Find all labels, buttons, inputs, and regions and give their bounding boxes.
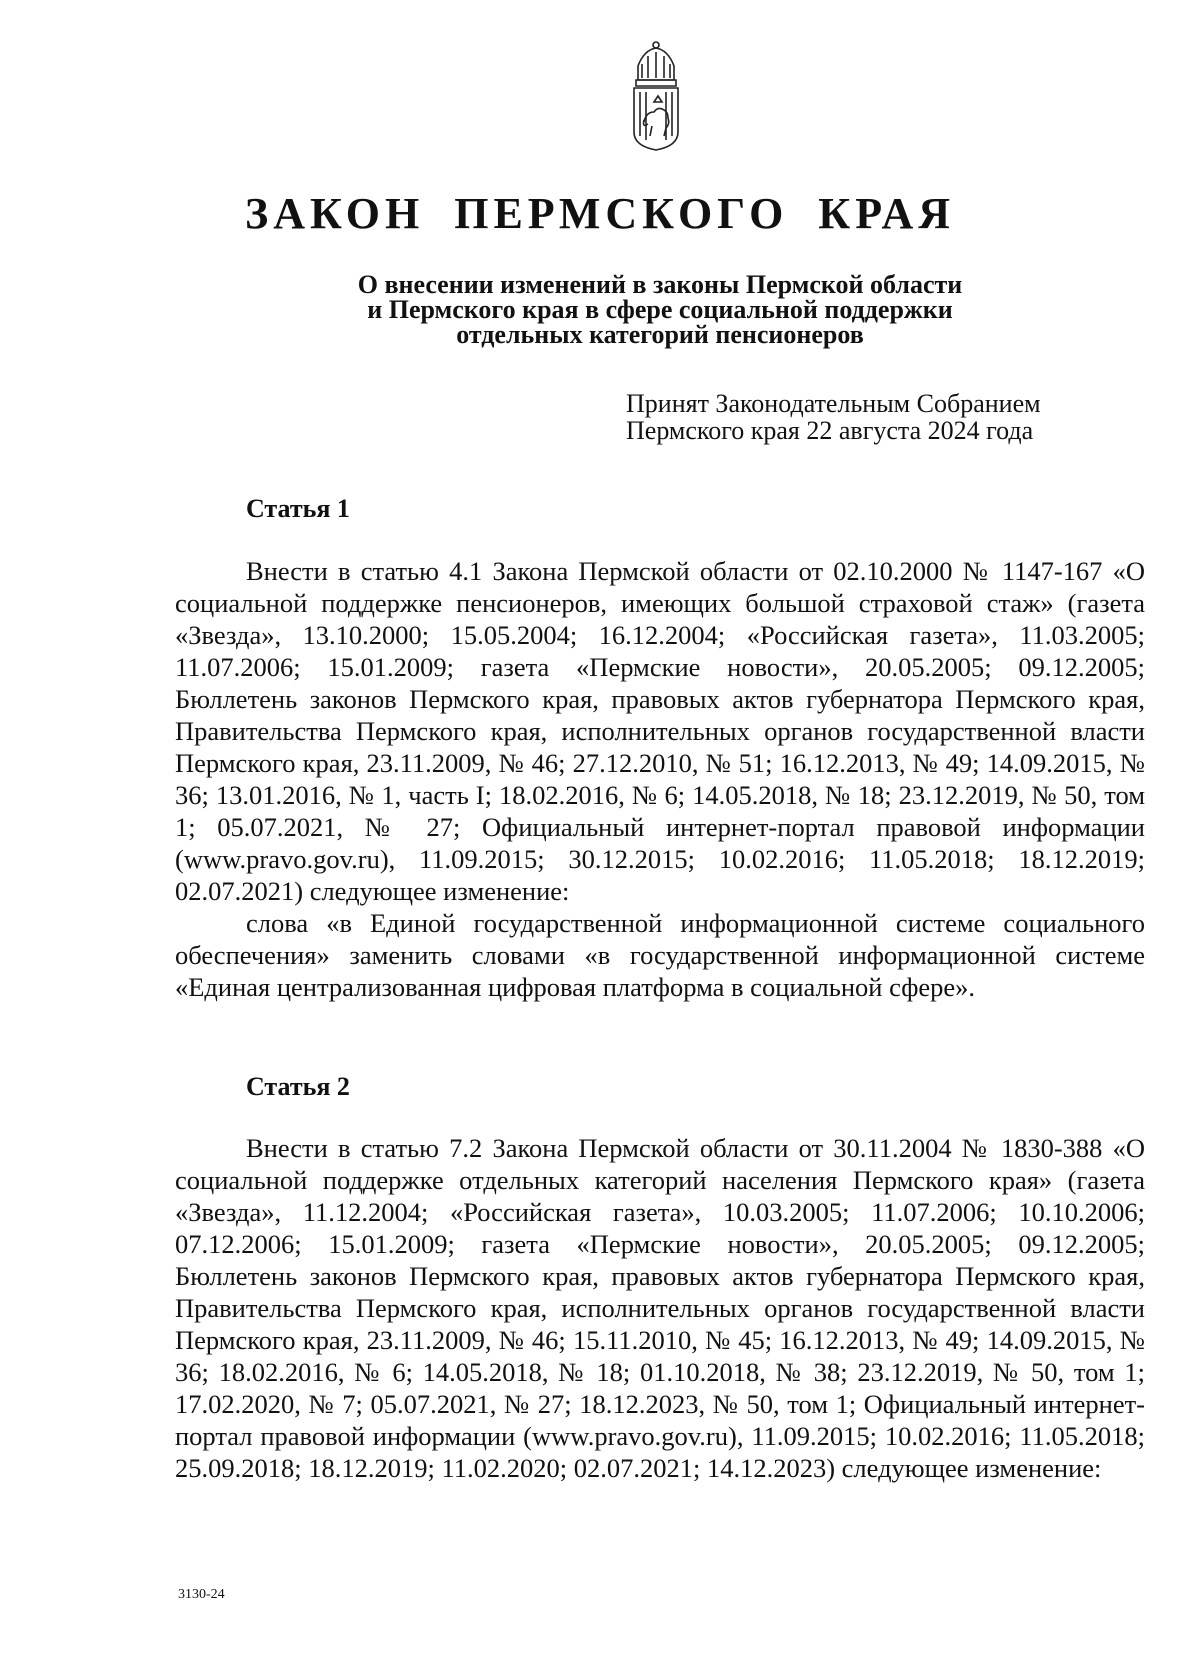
subtitle-line: О внесении изменений в законы Пермской области <box>357 270 963 299</box>
law-title: ЗАКОН ПЕРМСКОГО КРАЯ <box>244 189 956 238</box>
article-1-body <box>175 555 1145 1003</box>
article-1-paragraph: слова «в Единой государственной информационной системе социального обеспечения» заменить словами «в государственной информационной системе «Единая централизованная цифровая платформа в социальной сфере». <box>175 908 1145 1002</box>
article-2-heading: Статья 2 <box>246 1072 350 1101</box>
perm-krai-coat-of-arms-icon <box>624 40 688 152</box>
subtitle-line: и Пермского края в сфере социальной поддержки <box>367 295 953 324</box>
adoption-line: Пермского края 22 августа 2024 года <box>626 416 1034 445</box>
adoption-note <box>626 390 1096 444</box>
adoption-line: Принят Законодательным Собранием <box>626 389 1041 418</box>
article-2-body <box>175 1132 1145 1484</box>
law-subtitle <box>300 272 1020 347</box>
subtitle-line: отдельных категорий пенсионеров <box>456 320 864 349</box>
document-number: 3130-24 <box>178 1587 225 1602</box>
article-1-heading: Статья 1 <box>246 494 350 523</box>
article-2-paragraph: Внести в статью 7.2 Закона Пермской области от 30.11.2004 № 1830-388 «О социальной поддержке отдельных категорий населения Пермского края» (газета «Звезда», 11.12.2004; «Российская газета», 10.03.2005; 11.07.2006; 10.10.2006; 07.12.2006; 15.01.2009; газета «Пермские новости», 20.05.2005; 09.12.2005; Бюллетень законов Пермского края, правовых актов губернатора Пермского края, Правительства Пермского края, исполнительных органов государственной власти Пермского края, 23.11.2009, № 46; 15.11.2010, № 45; 16.12.2013, № 49; 14.09.2015, № 36; 18.02.2016, № 6; 14.05.2018, № 18; 01.10.2018, № 38; 23.12.2019, № 50, том 1; 17.02.2020, № 7; 05.07.2021, № 27; 18.12.2023, № 50, том 1; Официальный интернет-портал правовой информации (www.pravo.gov.ru), 11.09.2015; 10.02.2016; 11.05.2018; 25.09.2018; 18.12.2019; 11.02.2020; 02.07.2021; 14.12.2023) следующее изменение: <box>175 1133 1145 1483</box>
article-1-paragraph: Внести в статью 4.1 Закона Пермской области от 02.10.2000 № 1147-167 «О социальной поддержке пенсионеров, имеющих большой страховой стаж» (газета «Звезда», 13.10.2000; 15.05.2004; 16.12.2004; «Российская газета», 11.03.2005; 11.07.2006; 15.01.2009; газета «Пермские новости», 20.05.2005; 09.12.2005; Бюллетень законов Пермского края, правовых актов губернатора Пермского края, Правительства Пермского края, исполнительных органов государственной власти Пермского края, 23.11.2009, № 46; 27.12.2010, № 51; 16.12.2013, № 49; 14.09.2015, № 36; 13.01.2016, № 1, часть I; 18.02.2016, № 6; 14.05.2018, № 18; 23.12.2019, № 50, том 1; 05.07.2021, № 27; Официальный интернет-портал правовой информации (www.pravo.gov.ru), 11.09.2015; 30.12.2015; 10.02.2016; 11.05.2018; 18.12.2019; 02.07.2021) следующее изменение: <box>175 556 1145 906</box>
